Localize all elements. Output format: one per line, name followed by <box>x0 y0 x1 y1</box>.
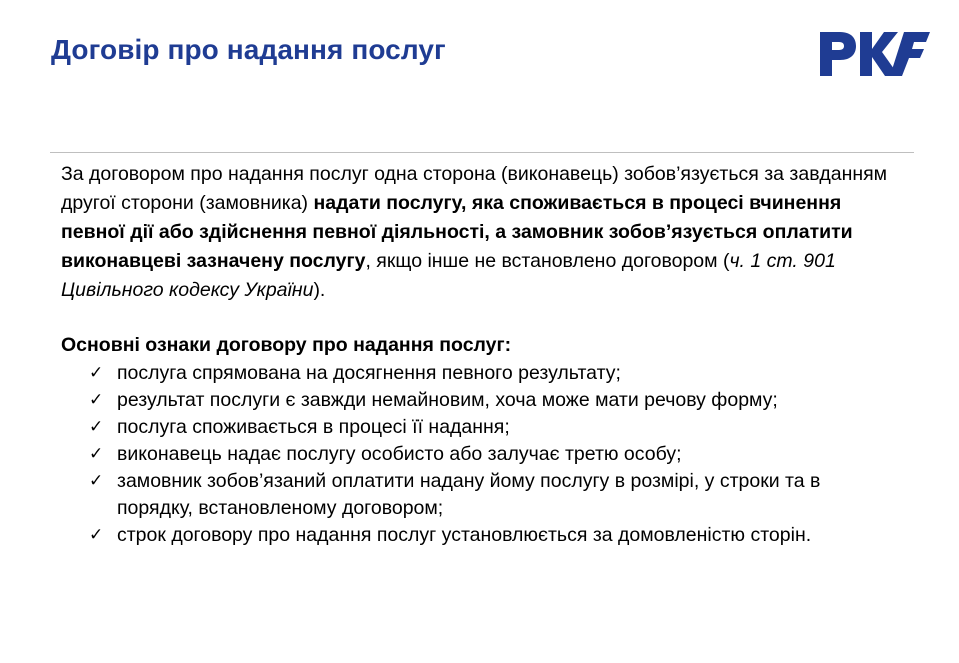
checkmark-icon: ✓ <box>89 390 104 410</box>
features-list <box>61 360 901 549</box>
list-item-text: послуга споживається в процесі її надання; <box>117 416 510 438</box>
checkmark-icon: ✓ <box>89 444 104 464</box>
list-item-text: виконавець надає послугу особисто або залучає третю особу; <box>117 443 682 465</box>
slide-title: Договір про надання послуг <box>51 34 446 65</box>
list-item <box>61 522 901 549</box>
list-item <box>61 414 901 441</box>
list-item-text: послуга спрямована на досягнення певного результату; <box>117 362 621 384</box>
intro-text-part1: За договором про надання послуг одна сторона (виконавець) зобов’язується за завданням другої сторони (замовника) <box>61 163 888 214</box>
list-item-text: замовник зобов’язаний оплатити надану йому послугу в розмірі, у строки та в порядку, встановленому договором; <box>117 470 821 519</box>
intro-text-bold: надати послугу, яка споживається в процесі вчинення певної дії або здійснення певної діяльності, а замовник зобов’язується оплатити виконавцеві зазначену послугу <box>61 192 853 272</box>
list-item <box>61 441 901 468</box>
checkmark-icon: ✓ <box>89 525 104 545</box>
features-heading: Основні ознаки договору про надання послуг: <box>61 334 512 356</box>
logo-letter-f <box>890 32 930 76</box>
intro-text-part2: , якщо інше не встановлено договором ( <box>365 250 730 272</box>
checkmark-icon: ✓ <box>89 471 104 491</box>
checkmark-icon: ✓ <box>89 417 104 437</box>
intro-text-part3: ). <box>313 279 326 301</box>
header-divider <box>50 152 914 153</box>
list-item-text: результат послуги є завжди немайновим, хоча може мати речову форму; <box>117 389 778 411</box>
intro-text-citation: ч. 1 ст. 901 Цивільного кодексу України <box>61 250 836 301</box>
list-item <box>61 387 901 414</box>
slide-body <box>61 160 901 549</box>
logo-letter-p <box>820 32 856 76</box>
list-item <box>61 360 901 387</box>
list-item <box>61 468 901 522</box>
intro-paragraph <box>61 160 901 305</box>
pkf-logo <box>818 30 930 78</box>
checkmark-icon: ✓ <box>89 363 104 383</box>
list-item-text: строк договору про надання послуг установлюється за домовленістю сторін. <box>117 524 812 546</box>
